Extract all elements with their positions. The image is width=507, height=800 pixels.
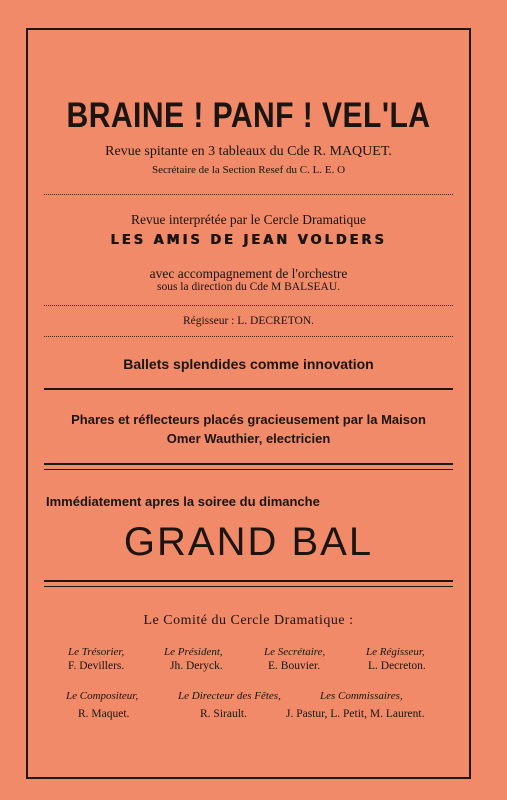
divider-double xyxy=(44,580,453,587)
electrician-line: Omer Wauthier, electricien xyxy=(166,431,331,446)
author-affiliation: Secrétaire de la Section Resef du C. L. E. O xyxy=(151,164,346,176)
interpreted-by: Revue interprétée par le Cercle Dramatique xyxy=(130,212,366,227)
divider xyxy=(44,336,453,337)
committee-role: Le Directeur des Fêtes, xyxy=(178,690,281,702)
committee-role: Le Compositeur, xyxy=(66,690,139,702)
committee-role: Le Président, xyxy=(164,646,223,658)
committee-member: Jh. Deryck. xyxy=(170,660,223,672)
committee-role: Le Secrétaire, xyxy=(264,646,326,658)
grand-bal-heading: GRAND BAL xyxy=(123,520,374,564)
divider xyxy=(44,194,453,195)
committee-member: L. Decreton. xyxy=(368,660,426,672)
divider xyxy=(44,305,453,306)
phares-line: Phares et réflecteurs placés gracieusement par la Maison xyxy=(71,412,426,427)
divider-thick xyxy=(44,388,453,390)
committee-member: F. Devillers. xyxy=(68,660,125,672)
revue-title: BRAINE ! PANF ! VEL'LA xyxy=(66,96,431,135)
revue-subtitle: Revue spitante en 3 tableaux du Cde R. MAQUET. xyxy=(105,144,392,159)
committee-heading: Le Comité du Cercle Dramatique : xyxy=(143,613,354,628)
divider-double xyxy=(44,463,453,470)
committee-role: Les Commissaires, xyxy=(320,690,403,702)
committee-member: R. Sirault. xyxy=(200,708,247,720)
orchestra-line: avec accompagnement de l'orchestre xyxy=(149,266,348,281)
poster-frame xyxy=(26,28,471,779)
committee-role: Le Régisseur, xyxy=(366,646,425,658)
orchestra-director: sous la direction du Cde M BALSEAU. xyxy=(156,281,341,293)
committee-role: Le Trésorier, xyxy=(68,646,125,658)
committee-member: R. Maquet. xyxy=(78,708,130,720)
committee-member: J. Pastur, L. Petit, M. Laurent. xyxy=(286,708,425,720)
announcement-line: Immédiatement apres la soiree du dimanche xyxy=(46,494,320,509)
troupe-name: LES AMIS DE JEAN VOLDERS xyxy=(110,233,387,248)
ballets-line: Ballets splendides comme innovation xyxy=(123,356,374,372)
committee-member: E. Bouvier. xyxy=(268,660,321,672)
regisseur-credit: Régisseur : L. DECRETON. xyxy=(182,315,315,327)
